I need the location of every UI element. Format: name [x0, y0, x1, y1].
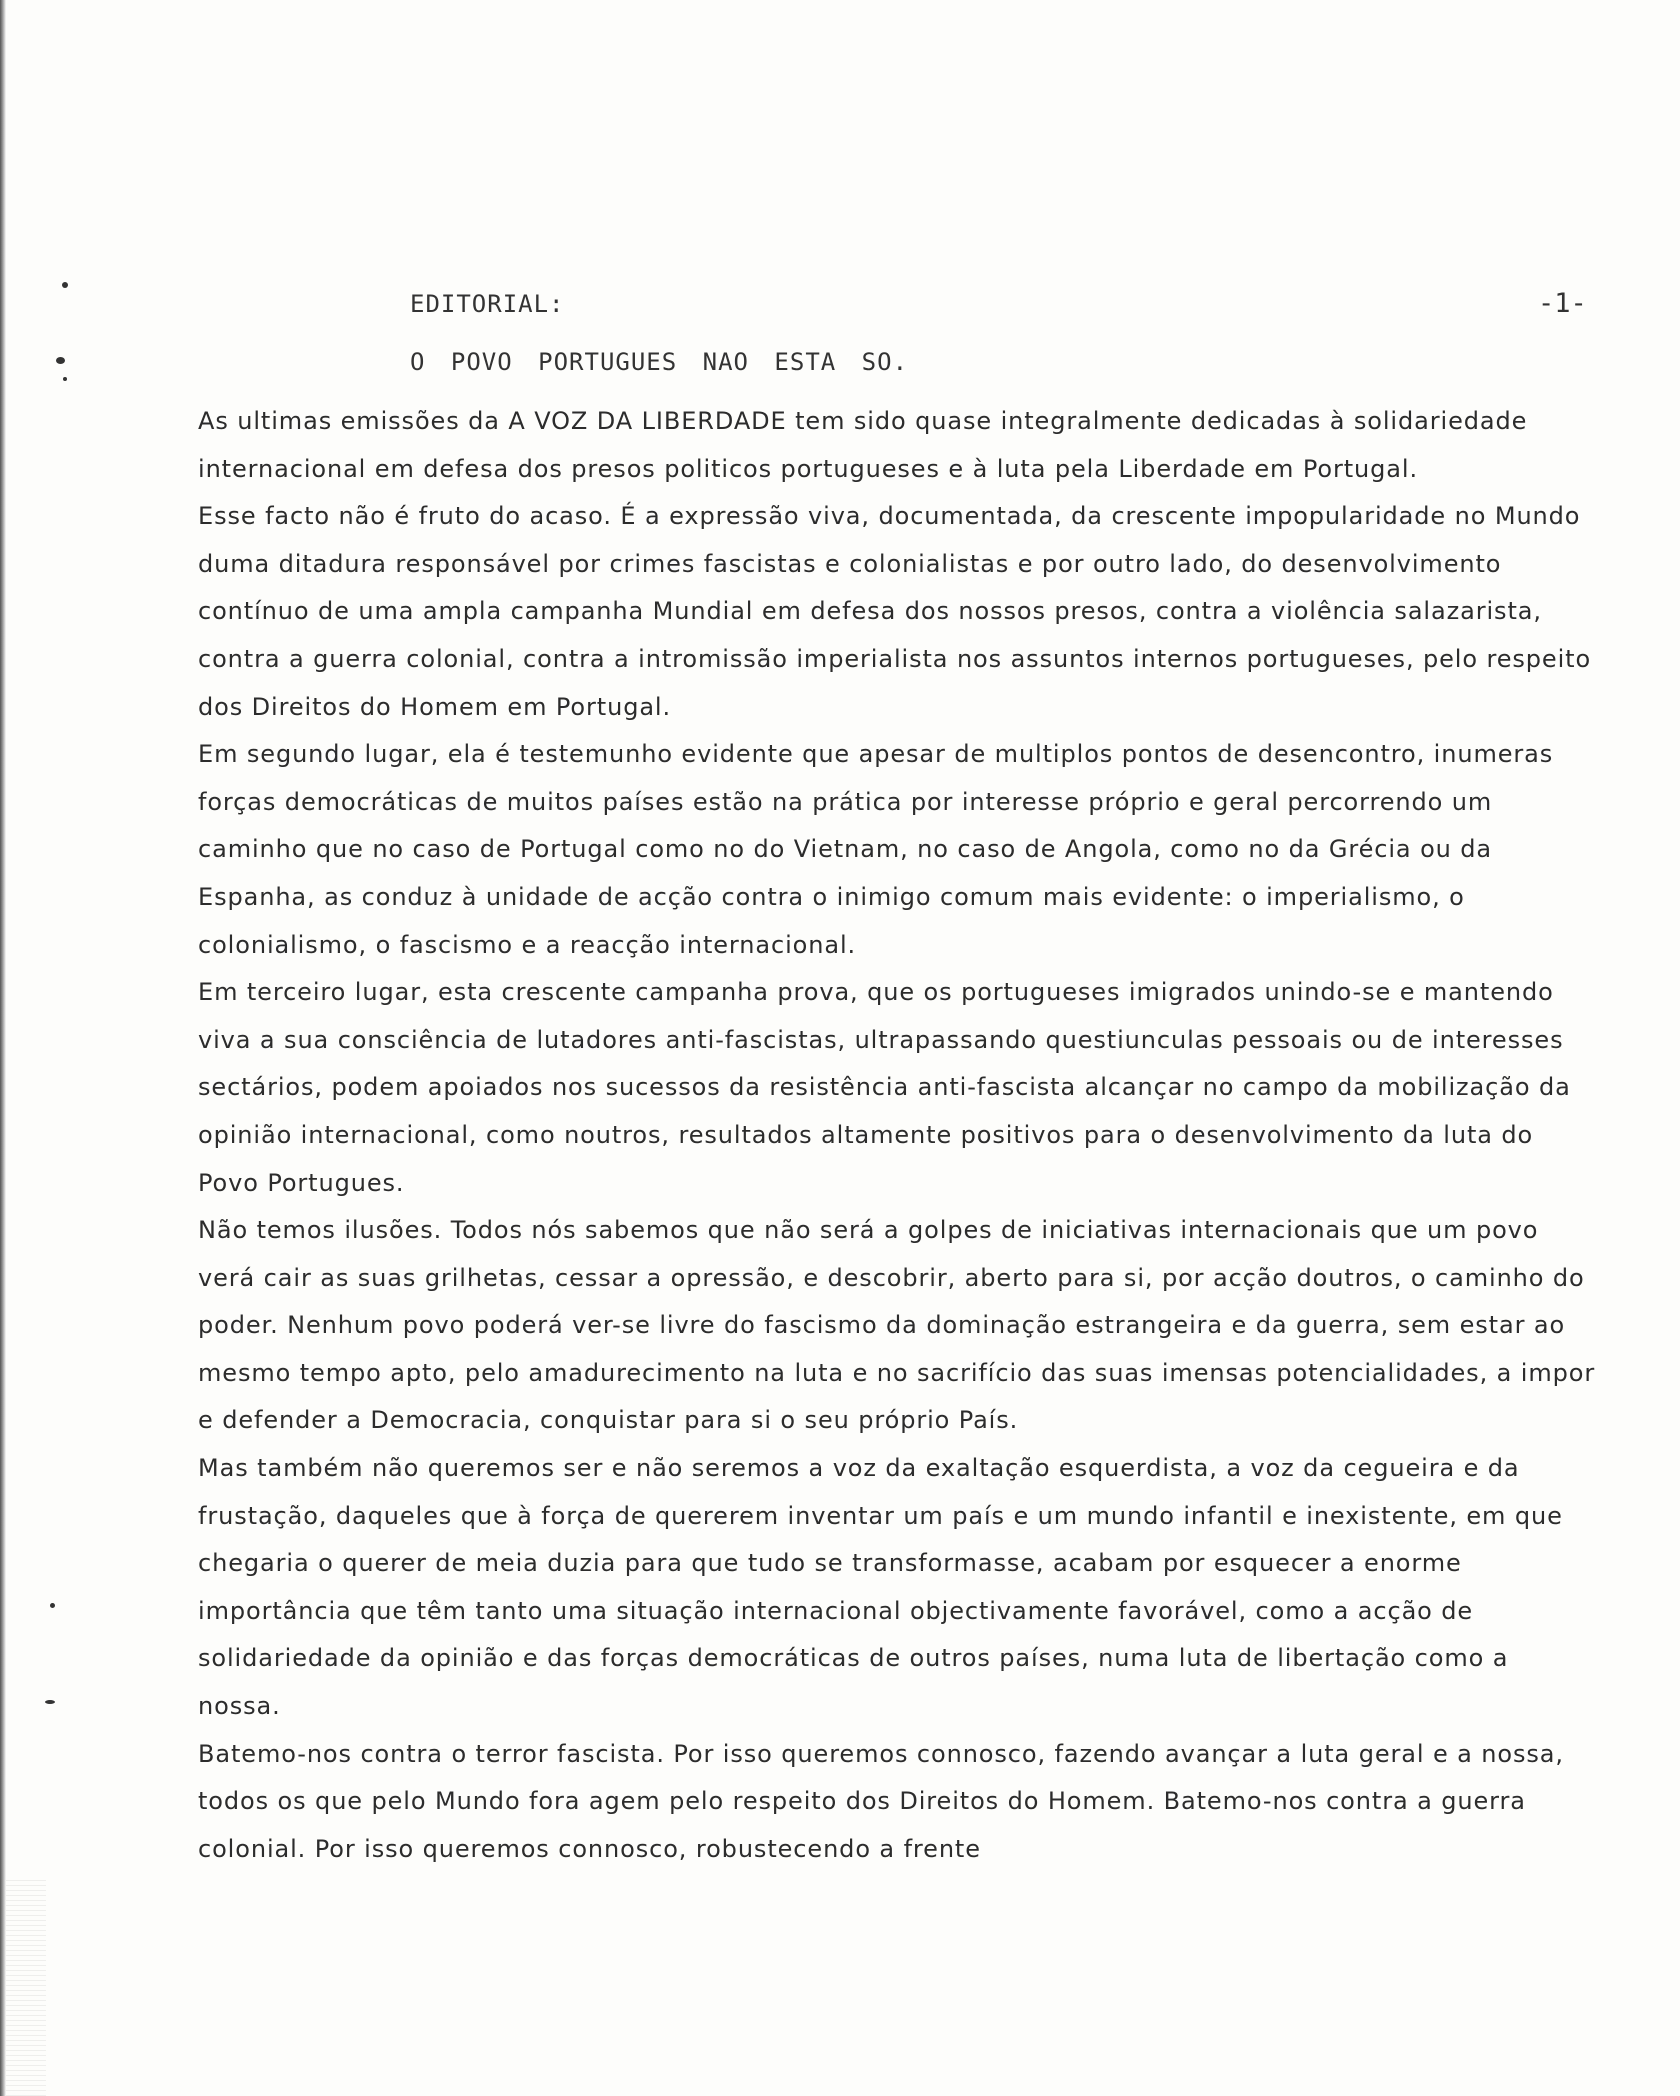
- scan-speck: [50, 1603, 55, 1608]
- editorial-header: [410, 290, 1610, 376]
- scan-speck: [56, 357, 65, 364]
- editorial-body: [198, 398, 1598, 1873]
- editorial-title: O POVO PORTUGUES NAO ESTA SO.: [410, 348, 909, 376]
- page-edge-shadow: [0, 0, 6, 2096]
- paragraph: Não temos ilusões. Todos nós sabemos que não será a golpes de iniciativas internacionais que um povo verá cair as suas grilhetas, cessar a opressão, e descobrir, aberto para si, por acção doutros, o caminho do poder. Nenhum povo poderá ver-se livre do fascismo da dominação estrangeira e da guerra, sem estar ao mesmo tempo apto, pelo amadurecimento na luta e no sacrifício das suas imensas potencialidades, a impor e defender a Democracia, conquistar para si o seu próprio País.: [198, 1216, 1596, 1435]
- paragraph: Mas também não queremos ser e não seremos a voz da exaltação esquerdista, a voz da cegueira e da frustação, daqueles que à força de quererem inventar um país e um mundo infantil e inexistente, em que chegaria o querer de meia duzia para que tudo se transformasse, acabam por esquecer a enorme importância que têm tanto uma situação internacional objectivamente favorável, como a acção de solidariedade da opinião e das forças democráticas de outros países, numa luta de libertação como a nossa.: [198, 1454, 1563, 1721]
- paragraph: Em segundo lugar, ela é testemunho evidente que apesar de multiplos pontos de desencontro, inumeras forças democráticas de muitos países estão na prática por interesse próprio e geral percorrendo um caminho que no caso de Portugal como no do Vietnam, no caso de Angola, como no da Grécia ou da Espanha, as conduz à unidade de acção contra o inimigo comum mais evidente: o imperialismo, o colonialismo, o fascismo e a reacção internacional.: [198, 740, 1554, 959]
- scan-speck: [62, 282, 68, 288]
- scan-speck: [45, 1700, 55, 1704]
- section-label: EDITORIAL:: [410, 290, 565, 318]
- paragraph: Em terceiro lugar, esta crescente campanha prova, que os portugueses imigrados unindo-se e mantendo viva a sua consciência de lutadores anti-fascistas, ultrapassando questiunculas pessoais ou de interesses sectários, podem apoiados nos sucessos da resistência anti-fascista alcançar no campo da mobilização da opinião internacional, como noutros, resultados altamente positivos para o desenvolvimento da luta do Povo Portugues.: [198, 978, 1571, 1197]
- paragraph: As ultimas emissões da A VOZ DA LIBERDADE tem sido quase integralmente dedicadas à solidariedade internacional em defesa dos presos politicos portugueses e à luta pela Liberdade em Portugal.: [198, 407, 1528, 483]
- page-number: -1-: [1538, 288, 1587, 319]
- paragraph: Esse facto não é fruto do acaso. É a expressão viva, documentada, da crescente impopularidade no Mundo duma ditadura responsável por crimes fascistas e colonialistas e por outro lado, do desenvolvimento contínuo de uma ampla campanha Mundial em defesa dos nossos presos, contra a violência salazarista, contra a guerra colonial, contra a intromissão imperialista nos assuntos internos portugueses, pelo respeito dos Direitos do Homem em Portugal.: [198, 502, 1592, 721]
- scan-speck: [63, 377, 67, 381]
- scan-noise: [6, 1880, 46, 2096]
- paragraph: Batemo-nos contra o terror fascista. Por isso queremos connosco, fazendo avançar a luta geral e a nossa, todos os que pelo Mundo fora agem pelo respeito dos Direitos do Homem. Batemo-nos contra a guerra colonial. Por isso queremos connosco, robustecendo a frente: [198, 1739, 1564, 1863]
